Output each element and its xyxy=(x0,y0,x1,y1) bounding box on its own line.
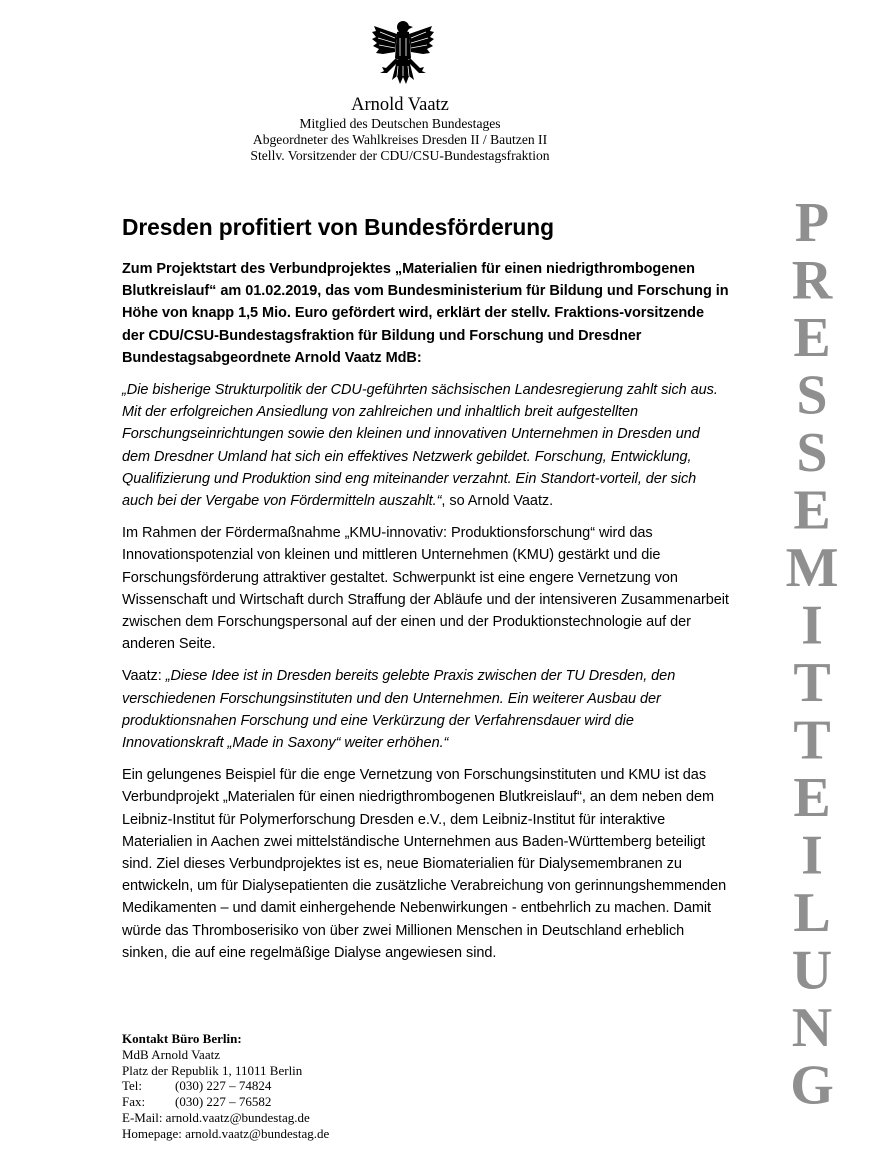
contact-fax-row xyxy=(122,1094,462,1110)
federal-eagle-icon xyxy=(370,18,436,90)
quote-paragraph-1 xyxy=(122,379,730,512)
press-release-body xyxy=(122,212,730,974)
letterhead xyxy=(200,94,600,164)
quote-1-text: „Die bisherige Strukturpolitik der CDU-geführten sächsischen Landesregierung zahlt sich aus. Mit der erfolgreichen Ansiedlung von zahlreichen und inhaltlich breit aufgestellten Forschungseinrichtungen sowie den kleinen und innovativen Unternehmen in Dresden und dem Dresdner Umland hat sich ein effektives Netzwerk gebildet. Forschung, Entwicklung, Qualifizierung und Produktion sind eng miteinander verzahnt. Ein Standort-vorteil, der sich auch bei der Vergabe von Fördermitteln auszahlt.“ xyxy=(122,382,718,510)
contact-name: MdB Arnold Vaatz xyxy=(122,1046,220,1062)
contact-tel-value: (030) 227 – 74824 xyxy=(175,1078,272,1094)
pressemitteilung-vertical-title: PRESSEMITTEILUNG xyxy=(781,192,843,1112)
contact-tel-label: Tel: xyxy=(122,1078,143,1094)
contact-tel-row xyxy=(122,1078,462,1094)
quote-paragraph-2 xyxy=(122,665,730,754)
contact-fax-value: (030) 227 – 76582 xyxy=(175,1094,272,1110)
quote-2-speaker: Vaatz: xyxy=(122,668,166,685)
letterhead-line-3: Stellv. Vorsitzender der CDU/CSU-Bundestagsfraktion xyxy=(250,148,550,163)
contact-email[interactable]: E-Mail: arnold.vaatz@bundestag.de xyxy=(122,1109,310,1125)
letterhead-line-1: Mitglied des Deutschen Bundestages xyxy=(299,116,501,131)
body-paragraph-2: Im Rahmen der Fördermaßnahme „KMU-innovativ: Produktionsforschung“ wird das Innovationspotenzial von kleinen und mittleren Unternehmen (KMU) gestärkt und die Forschungsförderung attraktiver gestaltet. Schwerpunkt ist eine engere Vernetzung von Wissenschaft und Wirtschaft durch Straffung der Abläufe und der intensiveren Zusammenarbeit zwischen dem Forschungspersonal auf der einen und der Produktionstechnologie auf der anderen Seite. xyxy=(122,525,729,653)
contact-homepage[interactable]: Homepage: arnold.vaatz@bundestag.de xyxy=(122,1125,330,1141)
body-paragraph-4: Ein gelungenes Beispiel für die enge Vernetzung von Forschungsinstituten und KMU ist das Verbundprojekt „Materialen für einen niedrigthrombogenen Blutkreislauf“, an dem neben dem Leibniz-Institut für Polymerforschung Dresden e.V., dem Leibniz-Institut für interaktive Materialien in Aachen zwei mittelständische Unternehmen aus Baden-Württemberg beteiligt sind. Ziel dieses Verbundprojektes ist es, neue Biomaterialien für Dialysemembranen zu entwickeln, um für Dialysepatienten die zusätzliche Verabreichung von gerinnungshemmenden Medikamenten – und damit einhergehende Nebenwirkungen - entbehrlich zu machen. Damit würde das Thromboserisiko von über zwei Millionen Menschen in Deutschland erheblich sinken, die auf eine regelmäßige Dialyse angewiesen sind. xyxy=(122,767,727,961)
letterhead-line-2: Abgeordneter des Wahlkreises Dresden II / Bautzen II xyxy=(252,132,548,147)
lead-paragraph: Zum Projektstart des Verbundprojektes „Materialien für einen niedrigthrombogenen Blutkreislauf“ am 01.02.2019, das vom Bundesministerium für Bildung und Forschung in Höhe von knapp 1,5 Mio. Euro gefördert wird, erklärt der stellv. Fraktions-vorsitzende der CDU/CSU-Bundestagsfraktion für Bildung und Forschung und Dresdner Bundestagsabgeordnete Arnold Vaatz MdB: xyxy=(122,261,729,366)
contact-fax-label: Fax: xyxy=(122,1094,146,1110)
quote-1-attribution: , so Arnold Vaatz. xyxy=(441,493,554,510)
contact-block xyxy=(122,1031,462,1142)
letterhead-name: Arnold Vaatz xyxy=(351,95,449,115)
document-title: Dresden profitiert von Bundesförderung xyxy=(122,214,554,240)
contact-title: Kontakt Büro Berlin: xyxy=(122,1031,242,1046)
contact-address: Platz der Republik 1, 11011 Berlin xyxy=(122,1062,303,1078)
quote-2-text: „Diese Idee ist in Dresden bereits gelebte Praxis zwischen der TU Dresden, den verschiedenen Forschungsinstituten und den Unternehmen. Ein weiterer Ausbau der produktionsnahen Forschung und eine Verkürzung der Verfahrensdauer wird die Innovationskraft „Made in Saxony“ weiter erhöhen.“ xyxy=(122,668,676,752)
